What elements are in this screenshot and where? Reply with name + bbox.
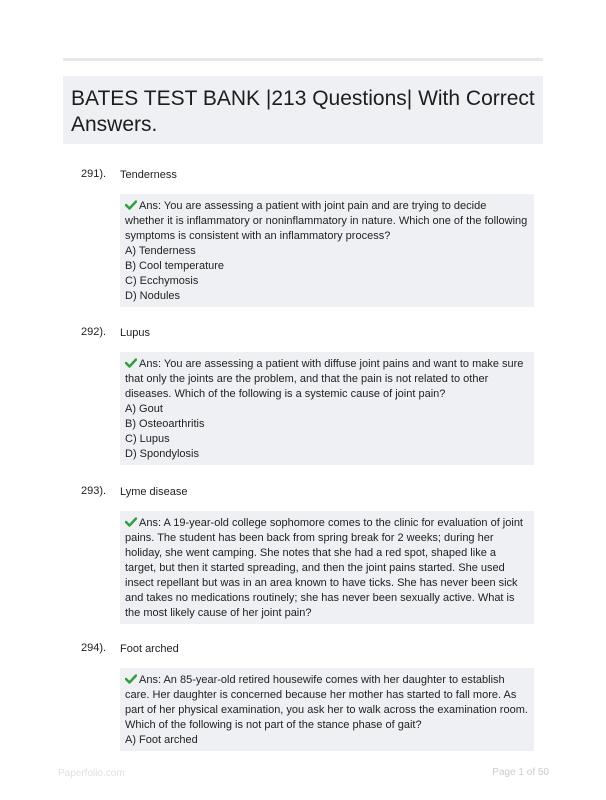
- question-term: Lupus: [120, 327, 150, 339]
- answer-option: A) Foot arched: [125, 734, 198, 746]
- document-title: BATES TEST BANK |213 Questions| With Correct Answers.: [71, 87, 535, 136]
- answer-text: Ans: You are assessing a patient with joint pain and are trying to decide whether it is inflammatory or noninflammatory in nature. Which one of the following symptoms is consistent with an inflammatory process?: [125, 200, 528, 242]
- question-number: 291).: [81, 168, 107, 180]
- answer-text: Ans: An 85-year-old retired housewife comes with her daughter to establish care. Her daughter is concerned because her mother has started to fall more. As part of her physical examination, you ask her to walk across the examination room. Which of the following is not part of the stance phase of gait?: [125, 674, 528, 731]
- answer-box: [120, 194, 534, 307]
- question-number: 293).: [81, 485, 107, 497]
- question-number: 294).: [81, 642, 107, 654]
- checkmark-icon: [125, 674, 137, 684]
- checkmark-icon: [125, 517, 137, 527]
- answer-option: A) Tenderness: [125, 245, 196, 257]
- footer-watermark: Paperfolio.com: [58, 768, 125, 779]
- answer-text: Ans: A 19-year-old college sophomore comes to the clinic for evaluation of joint pains. The student has been back from spring break for 2 weeks; during her holiday, she went camping. She notes that she had a red spot, shaped like a target, but then it started spreading, and then the joint pains started. She used insect repellant but was in an area known to have ticks. She has never been sick and takes no medications routinely; she has never been sexually active. What is the most likely cause of her joint pain?: [125, 517, 523, 619]
- answer-option: B) Cool temperature: [125, 260, 225, 272]
- answer-box: [120, 352, 534, 465]
- answer-option: B) Osteoarthritis: [125, 418, 205, 430]
- document-title-box: [63, 76, 543, 144]
- question-term: Tenderness: [120, 169, 177, 181]
- answer-text: Ans: You are assessing a patient with diffuse joint pains and want to make sure that only the joints are the problem, and that the pain is not related to other diseases. Which of the following is a systemic cause of joint pain?: [125, 358, 524, 400]
- answer-option: D) Nodules: [125, 290, 181, 302]
- question-term: Foot arched: [120, 643, 179, 655]
- answer-box: [120, 511, 534, 624]
- question-number: 292).: [81, 326, 107, 338]
- answer-box: [120, 668, 534, 751]
- top-divider: [63, 58, 543, 61]
- page-number: Page 1 of 50: [492, 767, 549, 778]
- checkmark-icon: [125, 358, 137, 368]
- answer-option: C) Ecchymosis: [125, 275, 199, 287]
- question-term: Lyme disease: [120, 486, 188, 498]
- answer-option: C) Lupus: [125, 433, 170, 445]
- answer-option: D) Spondylosis: [125, 448, 199, 460]
- answer-option: A) Gout: [125, 403, 163, 415]
- checkmark-icon: [125, 200, 137, 210]
